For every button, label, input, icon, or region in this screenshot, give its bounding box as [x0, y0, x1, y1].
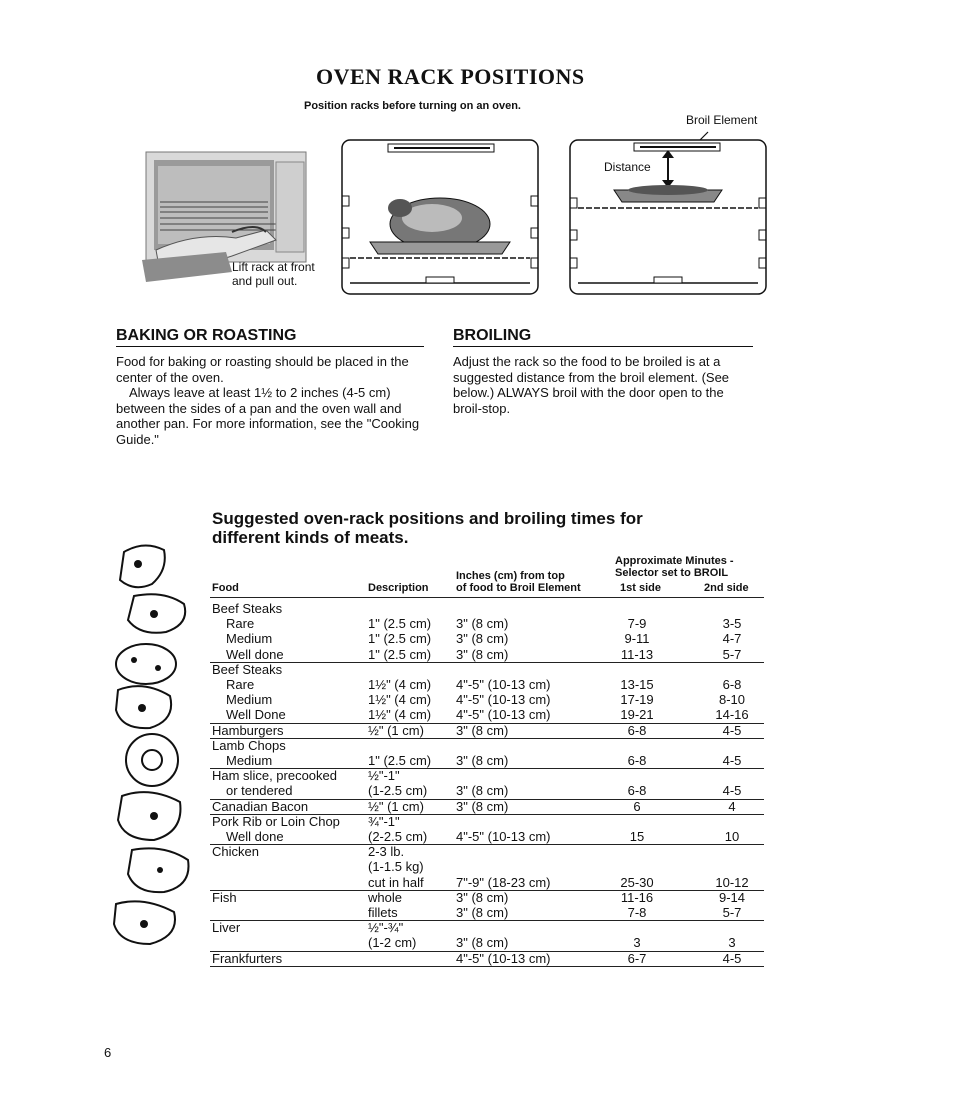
second-side-cell: 10-12	[715, 874, 749, 890]
first-side-cell: 7-9	[627, 616, 647, 632]
header-minutes-line-2: Selector set to BROIL	[615, 567, 729, 579]
food-cell: Liver	[212, 920, 241, 936]
broiling-oven-diagram	[568, 128, 768, 296]
description-cell: cut in half	[368, 874, 424, 890]
baking-heading: BAKING OR ROASTING	[116, 327, 424, 347]
broiling-text	[453, 354, 753, 416]
table-title-line-1: Suggested oven-rack positions and broiling times for	[212, 509, 643, 528]
inches-cell: 3" (8 cm)	[456, 783, 509, 799]
description-cell: ½" (1 cm)	[368, 722, 424, 738]
table-title	[212, 509, 732, 547]
second-side-cell: 14-16	[715, 707, 749, 723]
food-cell: Well Done	[226, 707, 286, 723]
second-side-cell: 9-14	[718, 889, 746, 905]
food-cell: Medium	[226, 753, 273, 768]
second-side-cell: 5-7	[722, 646, 742, 662]
inches-cell: 4"-5" (10-13 cm)	[456, 829, 551, 844]
inches-cell: 4"-5" (10-13 cm)	[456, 707, 551, 723]
food-cell: Well done	[226, 829, 284, 844]
table-row-rule	[210, 662, 764, 663]
inches-cell: 3" (8 cm)	[456, 631, 509, 647]
description-cell: (2-2.5 cm)	[368, 829, 428, 844]
page-subtitle: Position racks before turning on an oven.	[304, 100, 521, 112]
inches-cell: 3" (8 cm)	[456, 616, 509, 632]
header-inches-line-1: Inches (cm) from top	[456, 570, 565, 582]
broiling-paragraph-1: Adjust the rack so the food to be broiled is at a suggested distance from the broil element. (See below.) ALWAYS broil with the door open to the broil-stop.	[453, 354, 730, 416]
food-cell: Canadian Bacon	[212, 798, 309, 814]
food-cell: Frankfurters	[212, 950, 283, 966]
food-cell: Ham slice, precooked	[212, 768, 337, 784]
table-row-rule	[210, 844, 764, 845]
page-title: OVEN RACK POSITIONS	[316, 64, 585, 89]
description-cell: (1-2.5 cm)	[368, 783, 428, 799]
inches-cell: 4"-5" (10-13 cm)	[456, 692, 551, 708]
first-side-cell: 6-8	[627, 783, 647, 799]
broiling-heading: BROILING	[453, 327, 753, 347]
description-cell: ½"-¾"	[368, 920, 404, 936]
roasting-oven-diagram	[340, 138, 540, 296]
description-cell: 2-3 lb.	[368, 844, 405, 860]
inches-cell: 3" (8 cm)	[456, 935, 509, 951]
description-cell: 1" (2.5 cm)	[368, 753, 432, 768]
header-food: Food	[212, 582, 239, 594]
description-cell: (1-1.5 kg)	[368, 859, 424, 875]
first-side-cell: 9-11	[624, 631, 650, 647]
inches-cell: 3" (8 cm)	[456, 905, 509, 920]
food-cell: Chicken	[212, 844, 259, 860]
inches-cell: 3" (8 cm)	[456, 753, 509, 768]
description-cell: 1½" (4 cm)	[368, 677, 432, 692]
inches-cell: 3" (8 cm)	[456, 722, 509, 738]
description-cell: ½"-1"	[368, 768, 400, 784]
baking-paragraph-2: Always leave at least 1½ to 2 inches (4-5 cm) between the sides of a pan and the oven wall and another pan. For more information, see the "Cooking Guide."	[116, 385, 420, 447]
header-description: Description	[368, 582, 429, 594]
food-cell: Beef Steaks	[212, 661, 283, 677]
description-cell: ¾"-1"	[368, 813, 400, 829]
description-cell: 1" (2.5 cm)	[368, 646, 432, 662]
first-side-cell: 19-21	[620, 707, 654, 723]
meats-illustration	[104, 540, 204, 960]
food-cell: or tendered	[226, 783, 293, 799]
food-cell: Rare	[226, 616, 255, 632]
distance-label: Distance	[604, 160, 651, 174]
first-side-cell: 6	[633, 798, 641, 814]
table-row-rule	[210, 966, 764, 967]
broil-element-label: Broil Element	[686, 113, 758, 127]
food-cell: Fish	[212, 889, 237, 905]
description-cell: fillets	[368, 905, 398, 920]
first-side-cell: 11-16	[620, 889, 654, 905]
second-side-cell: 4-5	[722, 783, 742, 799]
food-cell: Rare	[226, 677, 255, 692]
food-cell: Hamburgers	[212, 722, 284, 738]
food-cell: Medium	[226, 631, 273, 647]
first-side-cell: 11-13	[620, 646, 654, 662]
inches-cell: 4"-5" (10-13 cm)	[456, 677, 551, 692]
first-side-cell: 3	[633, 935, 641, 951]
inches-cell: 4"-5" (10-13 cm)	[456, 950, 551, 966]
food-cell: Pork Rib or Loin Chop	[212, 813, 340, 829]
inches-cell: 3" (8 cm)	[456, 798, 509, 814]
second-side-cell: 4-5	[722, 950, 742, 966]
second-side-cell: 3-5	[722, 616, 742, 632]
food-cell: Lamb Chops	[212, 737, 286, 753]
header-inches-line-2: of food to Broil Element	[456, 582, 581, 594]
first-side-cell: 6-8	[627, 753, 647, 768]
description-cell: whole	[368, 889, 402, 905]
description-cell: (1-2 cm)	[368, 935, 417, 951]
food-cell: Beef Steaks	[212, 601, 283, 616]
food-cell: Well done	[226, 646, 284, 662]
first-side-cell: 15	[629, 829, 645, 844]
second-side-cell: 4	[728, 798, 736, 814]
second-side-cell: 8-10	[718, 692, 746, 708]
lift-rack-caption: Lift rack at front and pull out.	[232, 260, 315, 288]
first-side-cell: 25-30	[620, 874, 654, 890]
second-side-cell: 6-8	[722, 677, 742, 692]
first-side-cell: 13-15	[620, 677, 654, 692]
page-number: 6	[104, 1045, 112, 1060]
description-cell: 1" (2.5 cm)	[368, 616, 432, 632]
second-side-cell: 4-5	[722, 722, 742, 738]
inches-cell: 3" (8 cm)	[456, 889, 509, 905]
description-cell: 1" (2.5 cm)	[368, 631, 432, 647]
description-cell: ½" (1 cm)	[368, 798, 424, 814]
table-row-rule	[210, 738, 764, 739]
table-row-rule	[210, 920, 764, 921]
inches-cell: 3" (8 cm)	[456, 646, 509, 662]
first-side-cell: 7-8	[627, 905, 647, 920]
header-minutes-line-1: Approximate Minutes -	[615, 555, 734, 567]
table-title-line-2: different kinds of meats.	[212, 528, 409, 547]
second-side-cell: 4-7	[722, 631, 742, 647]
header-1st-side: 1st side	[620, 582, 661, 594]
baking-text	[116, 354, 428, 447]
second-side-cell: 10	[724, 829, 740, 844]
food-cell: Medium	[226, 692, 273, 708]
header-rule	[210, 597, 764, 598]
first-side-cell: 17-19	[620, 692, 654, 708]
second-side-cell: 3	[728, 935, 736, 951]
header-2nd-side: 2nd side	[704, 582, 749, 594]
second-side-cell: 4-5	[722, 753, 742, 768]
baking-paragraph-1: Food for baking or roasting should be placed in the center of the oven.	[116, 354, 409, 385]
inches-cell: 7"-9" (18-23 cm)	[456, 874, 551, 890]
description-cell: 1½" (4 cm)	[368, 707, 432, 723]
first-side-cell: 6-7	[627, 950, 647, 966]
second-side-cell: 5-7	[722, 905, 742, 920]
first-side-cell: 6-8	[627, 722, 647, 738]
description-cell: 1½" (4 cm)	[368, 692, 432, 708]
